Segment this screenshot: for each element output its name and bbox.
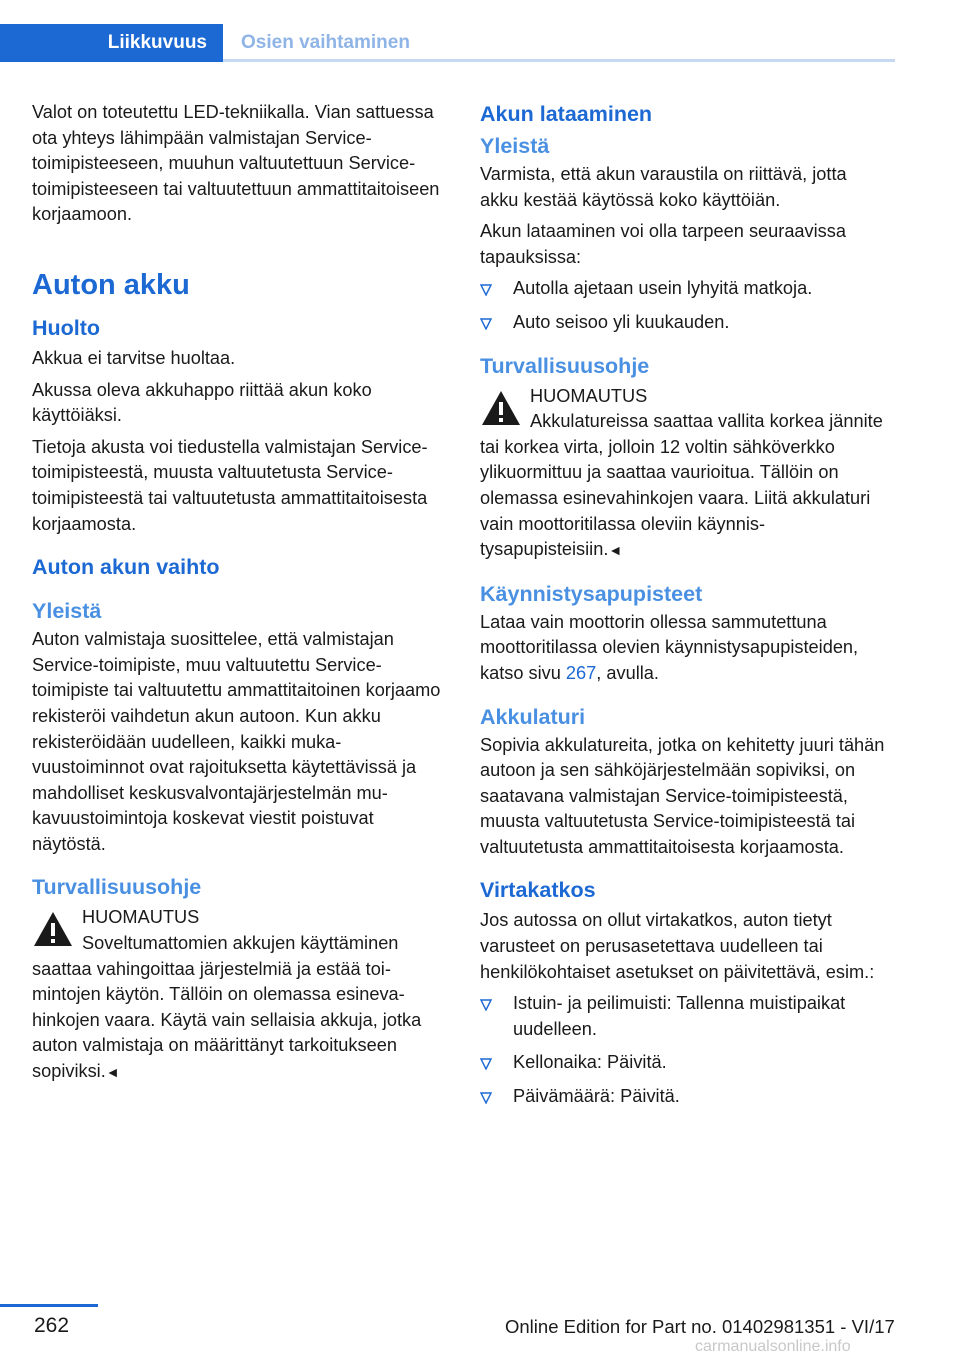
list-item <box>480 1084 890 1110</box>
list-item-text: Kellonaika: Päivitä. <box>513 1052 667 1073</box>
end-mark-left: ◄ <box>105 1064 120 1081</box>
intro-paragraph: Valot on toteutettu LED-tekniikalla. Vian sattuessa ota yhteys lähimpään valmistajan Service-toimipisteeseen, muuhun valtuutettuun Service-toimipisteeseen tai valtuutettuun ammattitaitoiseen korjaamoon. <box>32 102 440 225</box>
page-number-rule <box>0 1304 98 1307</box>
heading-akun-lataaminen: Akun lataaminen <box>480 102 653 126</box>
section-title-auton-akku: Auton akku <box>32 268 190 301</box>
page-number: 262 <box>34 1314 70 1337</box>
left-column <box>32 100 442 1092</box>
chapter-tab-active[interactable]: Liikkuvuus <box>0 24 223 62</box>
virtakatkos-paragraph: Jos autossa on ollut virtakatkos, auton tietyt varusteet on perusasetettava uudelleen tai henkilökohtaiset asetukset on päivitettävä, esim.: <box>480 910 875 982</box>
right-column <box>480 100 890 1118</box>
warning-triangle-icon <box>480 388 522 428</box>
list-item <box>480 991 890 1042</box>
heading-akkulaturi: Akkulaturi <box>480 704 586 729</box>
list-item-text: Auto seisoo yli kuukauden. <box>513 311 730 332</box>
list-item <box>480 276 890 302</box>
heading-yleista-left: Yleistä <box>32 599 102 624</box>
watermark: carmanualsonline.info <box>695 1338 851 1355</box>
heading-yleista-right: Yleistä <box>480 134 550 158</box>
heading-turvallisuus-left: Turvallisuusohje <box>32 875 202 900</box>
list-item <box>480 310 890 336</box>
huolto-paragraph-3: Tietoja akusta voi tiedustella valmistajan Service-toimipisteestä, muusta valtuutetusta Service-toimipisteestä tai valtuutetusta ammattitaitoisesta korjaamosta. <box>32 436 428 534</box>
warning-box-left <box>32 903 442 1085</box>
list-item-text: Autolla ajetaan usein lyhyitä matkoja. <box>513 278 813 299</box>
triangle-bullet-icon <box>480 1058 492 1070</box>
heading-turvallisuus-right: Turvallisuusohje <box>480 353 650 378</box>
edition-footer: Online Edition for Part no. 01402981351 - VI/17 <box>505 1316 895 1337</box>
yleista-paragraph-left: Auton valmistaja suosittelee, että valmistajan Service-toimipiste, muu valtuutettu Service-toimipiste tai valtuutettu ammattitaitoinen korjaamo rekisteröi vaihdetun akun autoon. Kun akku rekisteröidään uudelleen, kaikki mukavuustoiminnot ovat rajoituksetta käytettävissä ja mahdolliset keskusvalvontajärjestelmän mukavuustoimintoja koskevat viestit poistuvat näytöstä. <box>32 629 441 854</box>
heading-virtakatkos: Virtakatkos <box>480 878 596 903</box>
bullet-list-virtakatkos <box>480 991 890 1109</box>
warning-box-right <box>480 382 890 564</box>
page-header <box>0 24 895 62</box>
heading-akun-vaihto: Auton akun vaihto <box>32 555 220 580</box>
triangle-bullet-icon <box>480 999 492 1011</box>
akkulaturi-paragraph: Sopivia akkulatureita, jotka on kehitetty juuri tähän autoon ja sen sähköjärjestelmään sopiviksi, on saatavana valmistajan Service-toimipisteestä, muusta valtuutetusta Service-toimipisteestä tai valtuutetusta ammattitaitoisesta korjaamosta. <box>480 734 885 857</box>
section-tab[interactable]: Osien vaihtaminen <box>241 32 410 53</box>
list-item <box>480 1050 890 1076</box>
heading-huolto: Huolto <box>32 315 101 340</box>
triangle-bullet-icon <box>480 318 492 330</box>
warning-triangle-icon <box>32 909 74 949</box>
huolto-paragraph-1: Akkua ei tarvitse huoltaa. <box>32 347 236 368</box>
warning-text-left: Soveltumattomien akkujen käyttäminen saattaa vahingoittaa järjestelmiä ja estää toimintojen käytön. Tällöin on olemassa esinevahinkojen vaara. Käytä vain sellaisia akkuja, jotka auton valmistaja on määrittänyt tarkoitukseen sopiviksi. <box>32 933 422 1082</box>
list-item-text: Istuin- ja peilimuisti: Tallenna muistipaikat uudelleen. <box>513 993 846 1039</box>
warning-title-left: HUOMAUTUS <box>82 907 200 928</box>
end-mark-right: ◄ <box>608 542 623 559</box>
kaynnistys-paragraph <box>480 610 890 687</box>
warning-text-right: Akkulatureissa saattaa vallita korkea jännite tai korkea virta, jolloin 12 voltin sähköverkko ylikuormittuu ja saattaa vaurioitua. Tällöin on olemassa esinevahinkojen vaara. Liitä akkulaturi vain moottoritilassa oleviin käynnistysapupisteisiin. <box>480 411 883 560</box>
header-underline <box>223 59 895 62</box>
page-link-267[interactable]: 267 <box>565 662 597 683</box>
heading-kaynnistysapupisteet: Käynnistysapupisteet <box>480 581 703 606</box>
huolto-paragraph-2: Akussa oleva akkuhappo riittää akun koko käyttöiäksi. <box>32 379 372 426</box>
kaynnistys-text: Lataa vain moottorin ollessa sammutettuna moottoritilassa olevien käynnistysapupisteiden, katso sivu <box>480 611 859 683</box>
list-item-text: Päivämäärä: Päivitä. <box>513 1086 680 1107</box>
triangle-bullet-icon <box>480 284 492 296</box>
lataus-paragraph-1: Varmista, että akun varaustila on riittävä, jotta akku kestää käytössä koko käyttöiän. <box>480 164 847 210</box>
triangle-bullet-icon <box>480 1092 492 1104</box>
kaynnistys-text-end: , avulla. <box>596 662 659 683</box>
warning-title-right: HUOMAUTUS <box>530 385 648 406</box>
bullet-list-lataus <box>480 276 890 335</box>
lataus-paragraph-2: Akun lataaminen voi olla tarpeen seuraavissa tapauksissa: <box>480 221 846 267</box>
